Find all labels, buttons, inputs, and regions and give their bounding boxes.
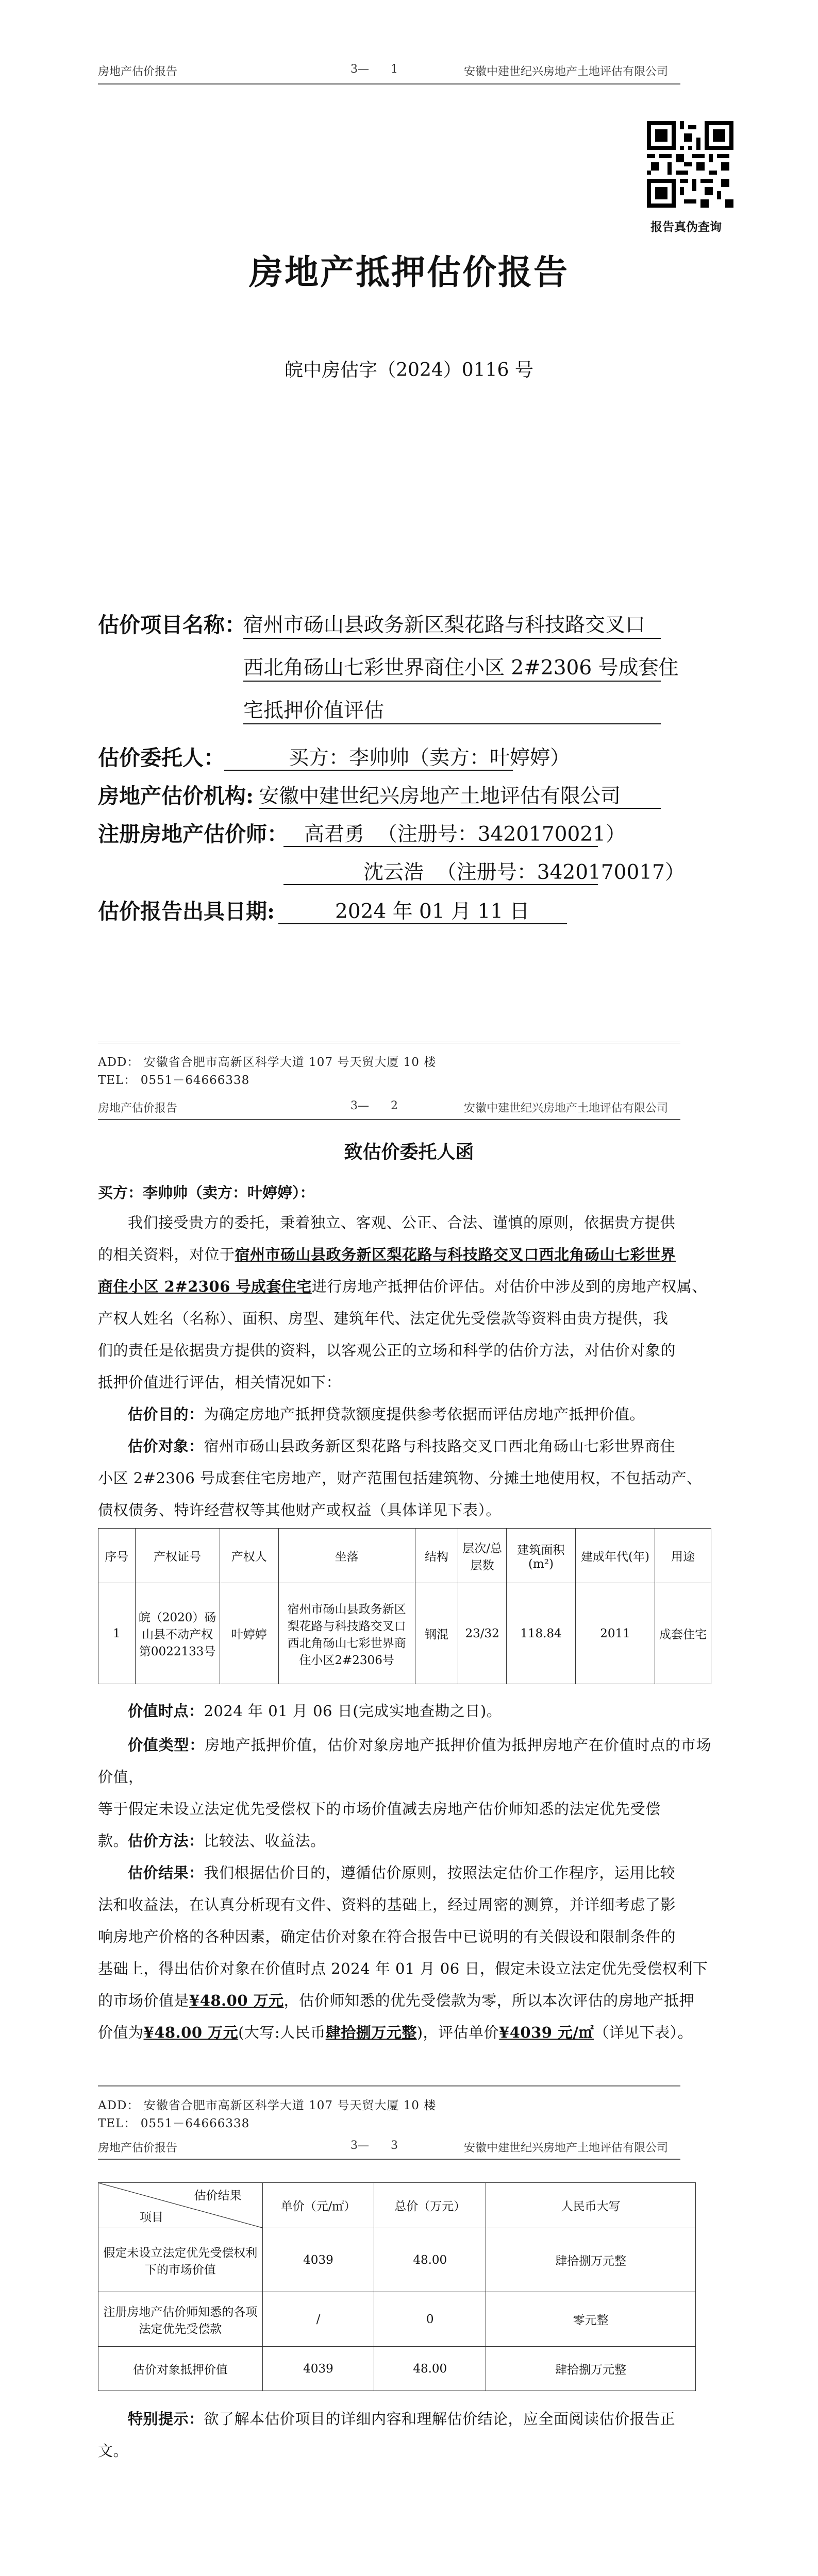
appraiser-1: 高君勇 （注册号：3420170021） (304, 823, 626, 846)
valuation-method: 估价方法：比较法、收益法。 (128, 1832, 326, 1850)
page-header-left: 房地产估价报告 (98, 65, 178, 78)
market-value: ¥48.00 万元 (189, 1992, 284, 2009)
valuation-purpose: 估价目的：为确定房地产抵押贷款额度提供参考依据而评估房地产抵押价值。 (128, 1405, 645, 1423)
report-title: 房地产抵押估价报告 (249, 252, 569, 292)
date-label: 估价报告出具日期: (98, 899, 275, 924)
mortgage-value-cn: 肆拾捌万元整 (325, 2024, 417, 2041)
appraiser-label: 注册房地产估价师： (98, 822, 288, 846)
org-label: 房地产估价机构: (98, 784, 254, 808)
property-location: 宿州市砀山县政务新区梨花路与科技路交叉口西北角砀山七彩世界 (235, 1246, 676, 1263)
project-label: 估价项目名称： (98, 613, 246, 637)
table-row: 1 皖（2020）砀山县不动产权第0022133号 叶婷婷 宿州市砀山县政务新区梨花路与科技路交叉口西北角砀山七彩世界商住小区2#2306号 钢混 23/32 118.84 2011 成套住宅 (98, 1583, 711, 1684)
header-divider (98, 83, 680, 84)
footer-divider (98, 1042, 680, 1043)
table-row: 注册房地产估价师知悉的各项法定优先受偿款 / 0 零元整 (98, 2292, 696, 2347)
table-row: 假定未设立法定优先受偿权利下的市场价值 4039 48.00 肆拾捌万元整 (98, 2228, 696, 2292)
footer-tel: TEL： 0551－64666338 (98, 2117, 250, 2130)
table-row: 估价对象抵押价值 4039 48.00 肆拾捌万元整 (98, 2347, 696, 2391)
page-header-right: 安徽中建世纪兴房地产土地评估有限公司 (464, 1102, 669, 1115)
results-table: 估价结果 项目 单价（元/㎡） 总价（万元） 人民币大写 假定未设立法定优先受偿权利下的市场价值 4039 48.00 肆拾捌万元整 注册房地产估价师知悉的各项法定优先受偿款 / 0 零元整 估价对象抵押价值 4039 48.00 肆拾捌万元整 (98, 2182, 696, 2391)
mortgage-value: ¥48.00 万元 (143, 2024, 239, 2041)
date-value: 2024 年 01 月 11 日 (335, 900, 530, 923)
unit-price: ¥4039 元/㎡ (499, 2024, 594, 2041)
value-date: 价值时点：2024 年 01 月 06 日(完成实地查勘之日)。 (128, 1702, 502, 1720)
property-table-header: 序号 产权证号 产权人 坐落 结构 层次/总层数 建筑面积(m²) 建成年代(年) 用途 (98, 1529, 711, 1583)
client-value: 买方：李帅帅（卖方：叶婷婷） (289, 747, 571, 770)
header-divider (98, 2159, 680, 2160)
footer-address: ADD： 安徽省合肥市高新区科学大道 107 号天贸大厦 10 楼 (98, 2099, 437, 2112)
footer-divider (98, 2086, 680, 2087)
qr-code-icon[interactable] (647, 121, 733, 208)
report-number: 皖中房估字（2024）0116 号 (285, 360, 533, 381)
page-header-left: 房地产估价报告 (98, 2142, 178, 2155)
appraiser-2: 沈云浩 （注册号：3420170017） (363, 861, 685, 884)
page-header-right: 安徽中建世纪兴房地产土地评估有限公司 (464, 65, 669, 78)
letter-title: 致估价委托人函 (344, 1141, 474, 1163)
valuation-result: 估价结果：我们根据估价目的，遵循估价原则，按照法定估价工作程序，运用比较 法和收益法，在认真分析现有文件、资料的基础上，经过周密的测算，并详细考虑了影 响房地产价格的各种因素，确定估价对象在符合报告中已说明的有关假设和限制条件的 基础上，得出估价对象在价值时点 2024 年 01 月 06 日，假定未设立法定优先受偿权利下 的市场价值是¥48.00 万元，估价师知悉的优先受偿款为零，所以本次评估的房地产抵押 价值为¥48.00 万元(大写:人民币肆拾捌万元整)，评估单价¥4039 元/㎡（详见下表）。 (98, 1864, 708, 2041)
letter-paragraph-1: 我们接受贵方的委托，秉着独立、客观、公正、合法、谨慎的原则，依据贵方提供 的相关资料，对位于宿州市砀山县政务新区梨花路与科技路交叉口西北角砀山七彩世界 商住小区 2#2306 号成套住宅进行房地产抵押估价评估。对估价中涉及到的房地产权属、 产权人姓名（名称）、面积、房型、建筑年代、法定优先受偿款等资料由贵方提供，我 们的责任是依据贵方提供的资料，以客观公正的立场和科学的估价方法，对估价对象的 抵押价值进行评估，相关情况如下： (98, 1214, 707, 1391)
valuation-object: 估价对象：宿州市砀山县政务新区梨花路与科技路交叉口西北角砀山七彩世界商住 小区 2#2306 号成套住宅房地产，财产范围包括建筑物、分摊土地使用权，不包括动产、 债权债务、特许经营权等其他财产或权益（具体详见下表）。 (98, 1437, 702, 1519)
footer-address: ADD： 安徽省合肥市高新区科学大道 107 号天贸大厦 10 楼 (98, 1056, 437, 1069)
letter-addressee: 买方：李帅帅（卖方：叶婷婷）： (98, 1184, 315, 1201)
org-value: 安徽中建世纪兴房地产土地评估有限公司 (259, 785, 621, 808)
special-note: 特别提示：欲了解本估价项目的详细内容和理解估价结论，应全面阅读估价报告正 文。 (98, 2410, 676, 2460)
page-header-left: 房地产估价报告 (98, 1102, 178, 1115)
page-header-right: 安徽中建世纪兴房地产土地评估有限公司 (464, 2142, 669, 2155)
project-line-3: 宅抵押价值评估 (243, 699, 385, 722)
footer-tel: TEL： 0551－64666338 (98, 1074, 250, 1087)
project-line-2: 西北角砀山七彩世界商住小区 2#2306 号成套住 (243, 656, 679, 680)
qr-caption: 报告真伪查询 (650, 220, 722, 234)
page-header-number: 3— 2 (350, 1099, 398, 1112)
value-type: 价值类型：房地产抵押价值，估价对象房地产抵押价值为抵押房地产在价值时点的市场价值， 等于假定未设立法定优先受偿权下的市场价值减去房地产估价师知悉的法定优先受偿 款。 (98, 1736, 711, 1850)
page-header-number: 3— 3 (350, 2139, 398, 2152)
project-line-1: 宿州市砀山县政务新区梨花路与科技路交叉口 (243, 614, 646, 637)
page-header-number: 3— 1 (350, 63, 398, 76)
client-label: 估价委托人： (98, 745, 225, 770)
results-table-corner: 估价结果 项目 (98, 2183, 263, 2228)
header-divider (98, 1119, 680, 1120)
property-table (98, 1528, 711, 1684)
